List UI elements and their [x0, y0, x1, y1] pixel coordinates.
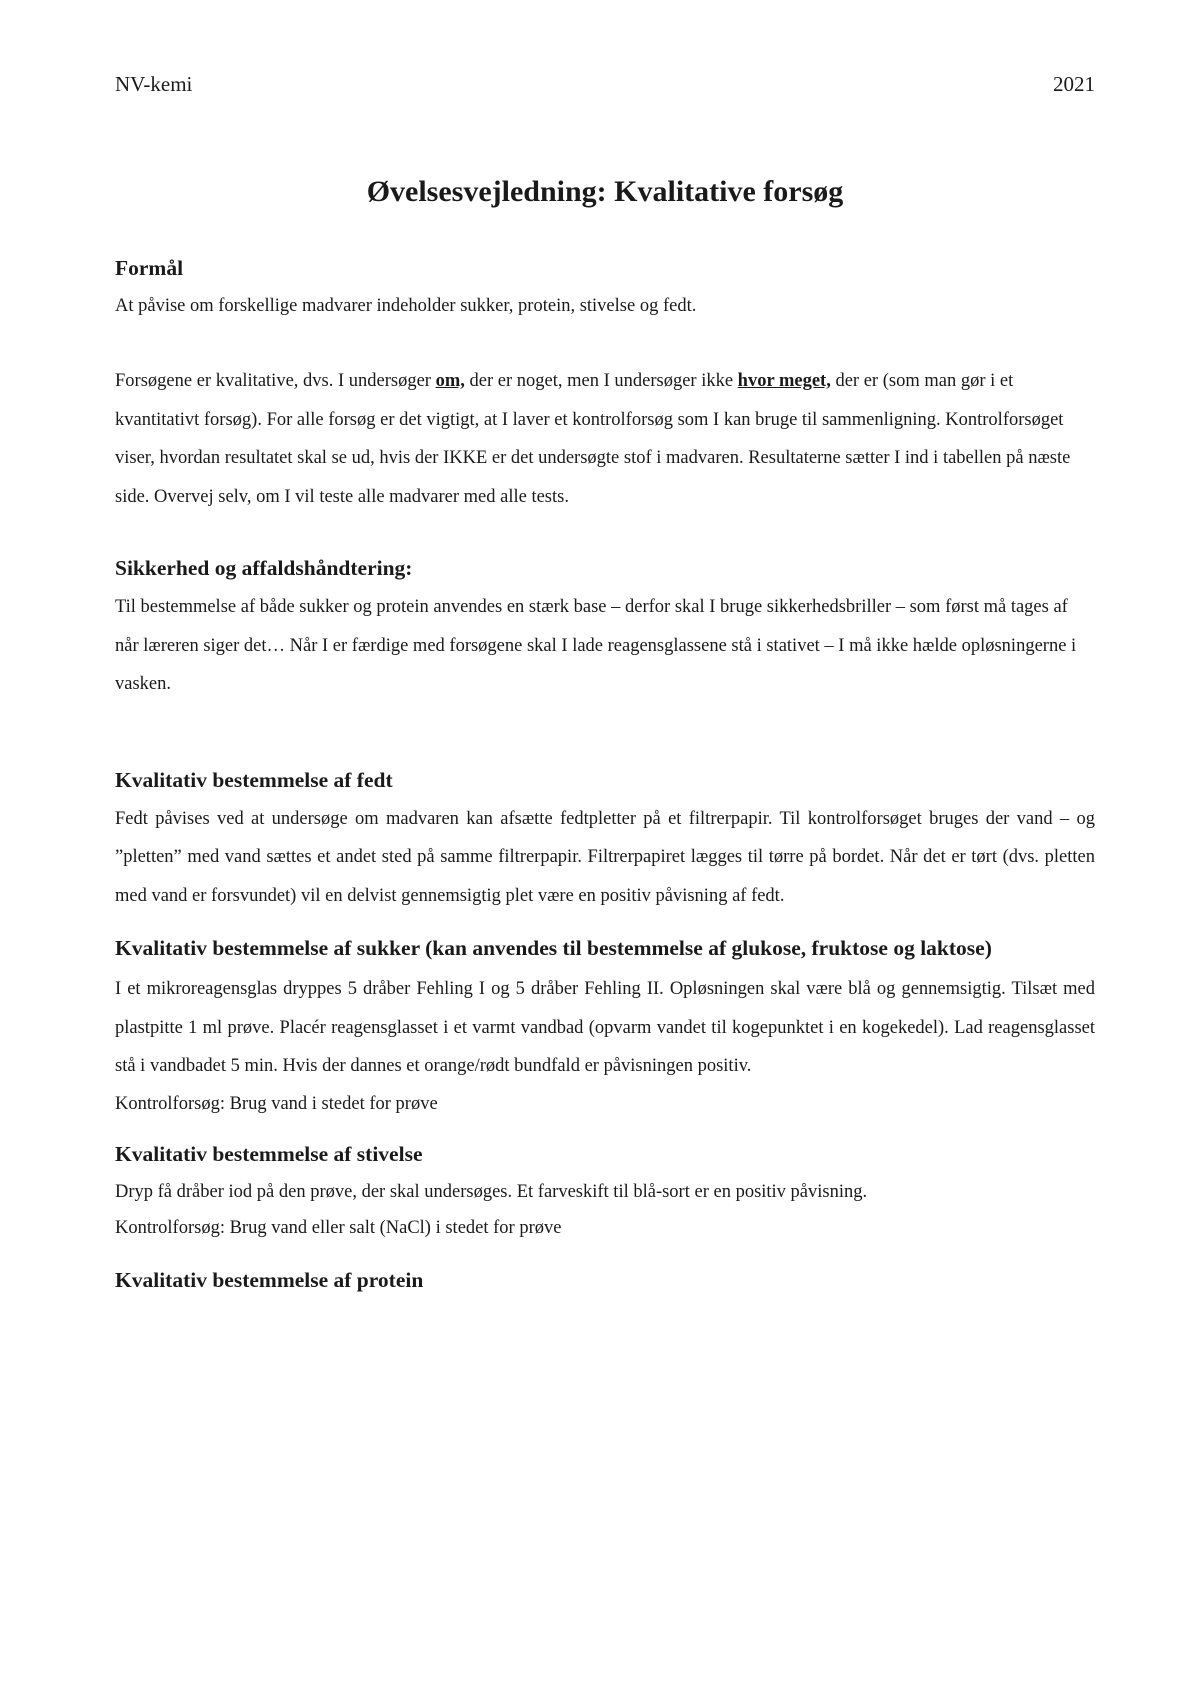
- section-heading-sikkerhed: Sikkerhed og affaldshåndtering:: [115, 556, 413, 580]
- emphasis-hvor-meget: hvor meget,: [737, 371, 831, 391]
- page-header: [115, 72, 1095, 97]
- sukker-text: I et mikroreagensglas dryppes 5 dråber Fehling I og 5 dråber Fehling II. Opløsningen skal være blå og gennemsigtig. Tilsæt med plastpitte 1 ml prøve. Placér reagensglasset i et varmt vandbad (opvarm vandet til kogepunktet i en kogekedel). Lad reagensglasset stå i vandbadet 5 min. Hvis der dannes et orange/rødt bundfald er påvisningen positiv.: [115, 979, 1095, 1076]
- emphasis-om: om,: [435, 371, 465, 391]
- header-year: 2021: [1053, 72, 1095, 96]
- formaal-text: At påvise om forskellige madvarer indeholder sukker, protein, stivelse og fedt.: [115, 296, 697, 316]
- section-heading-stivelse: Kvalitativ bestemmelse af stivelse: [115, 1141, 423, 1166]
- document-body: [115, 172, 1095, 1300]
- stivelse-text: Dryp få dråber iod på den prøve, der skal undersøges. Et farveskift til blå-sort er en positiv påvisning.: [115, 1181, 868, 1202]
- document-title: Øvelsesvejledning: Kvalitative forsøg: [366, 175, 844, 208]
- sikkerhed-text: Til bestemmelse af både sukker og protein anvendes en stærk base – derfor skal I bruge sikkerhedsbriller – som først må tages af når læreren siger det… Når I er færdige med forsøgene skal I lade reagensglassene stå i stativet – I må ikke hælde opløsningerne i vasken.: [115, 597, 1077, 694]
- fedt-text: Fedt påvises ved at undersøge om madvaren kan afsætte fedtpletter på et filtrerpapir. Til kontrolforsøget bruges der vand – og ”pletten” med vand sættes et andet sted på samme filtrerpapir. Filtrerpapiret lægges til tørre på bordet. Når det er tørt (dvs. pletten med vand er forsvundet) vil en delvist gennemsigtig plet være en positiv påvisning af fedt.: [115, 808, 1095, 906]
- section-heading-sukker: Kvalitativ bestemmelse af sukker (kan anvendes til bestemmelse af glukose, fruktose og laktose): [115, 936, 992, 960]
- intro-paragraph: Forsøgene er kvalitative, dvs. I undersøger om, der er noget, men I undersøger ikke hvor meget, der er (som man gør i et kvantitativt forsøg). For alle forsøg er det vigtigt, at I laver et kontrolforsøg som I kan bruge til sammenligning. Kontrolforsøget viser, hvordan resultatet skal se ud, hvis der IKKE er det undersøgte stof i madvaren. Resultaterne sætter I ind i tabellen på næste side. Overvej selv, om I vil teste alle madvarer med alle tests.: [115, 371, 1071, 507]
- section-heading-formaal: Formål: [115, 256, 184, 280]
- sukker-kontrol: Kontrolforsøg: Brug vand i stedet for prøve: [115, 1093, 438, 1114]
- stivelse-kontrol: Kontrolforsøg: Brug vand eller salt (NaCl) i stedet for prøve: [115, 1217, 562, 1238]
- section-heading-fedt: Kvalitativ bestemmelse af fedt: [115, 767, 393, 792]
- header-course: NV-kemi: [115, 72, 193, 96]
- section-heading-protein: Kvalitativ bestemmelse af protein: [115, 1267, 424, 1292]
